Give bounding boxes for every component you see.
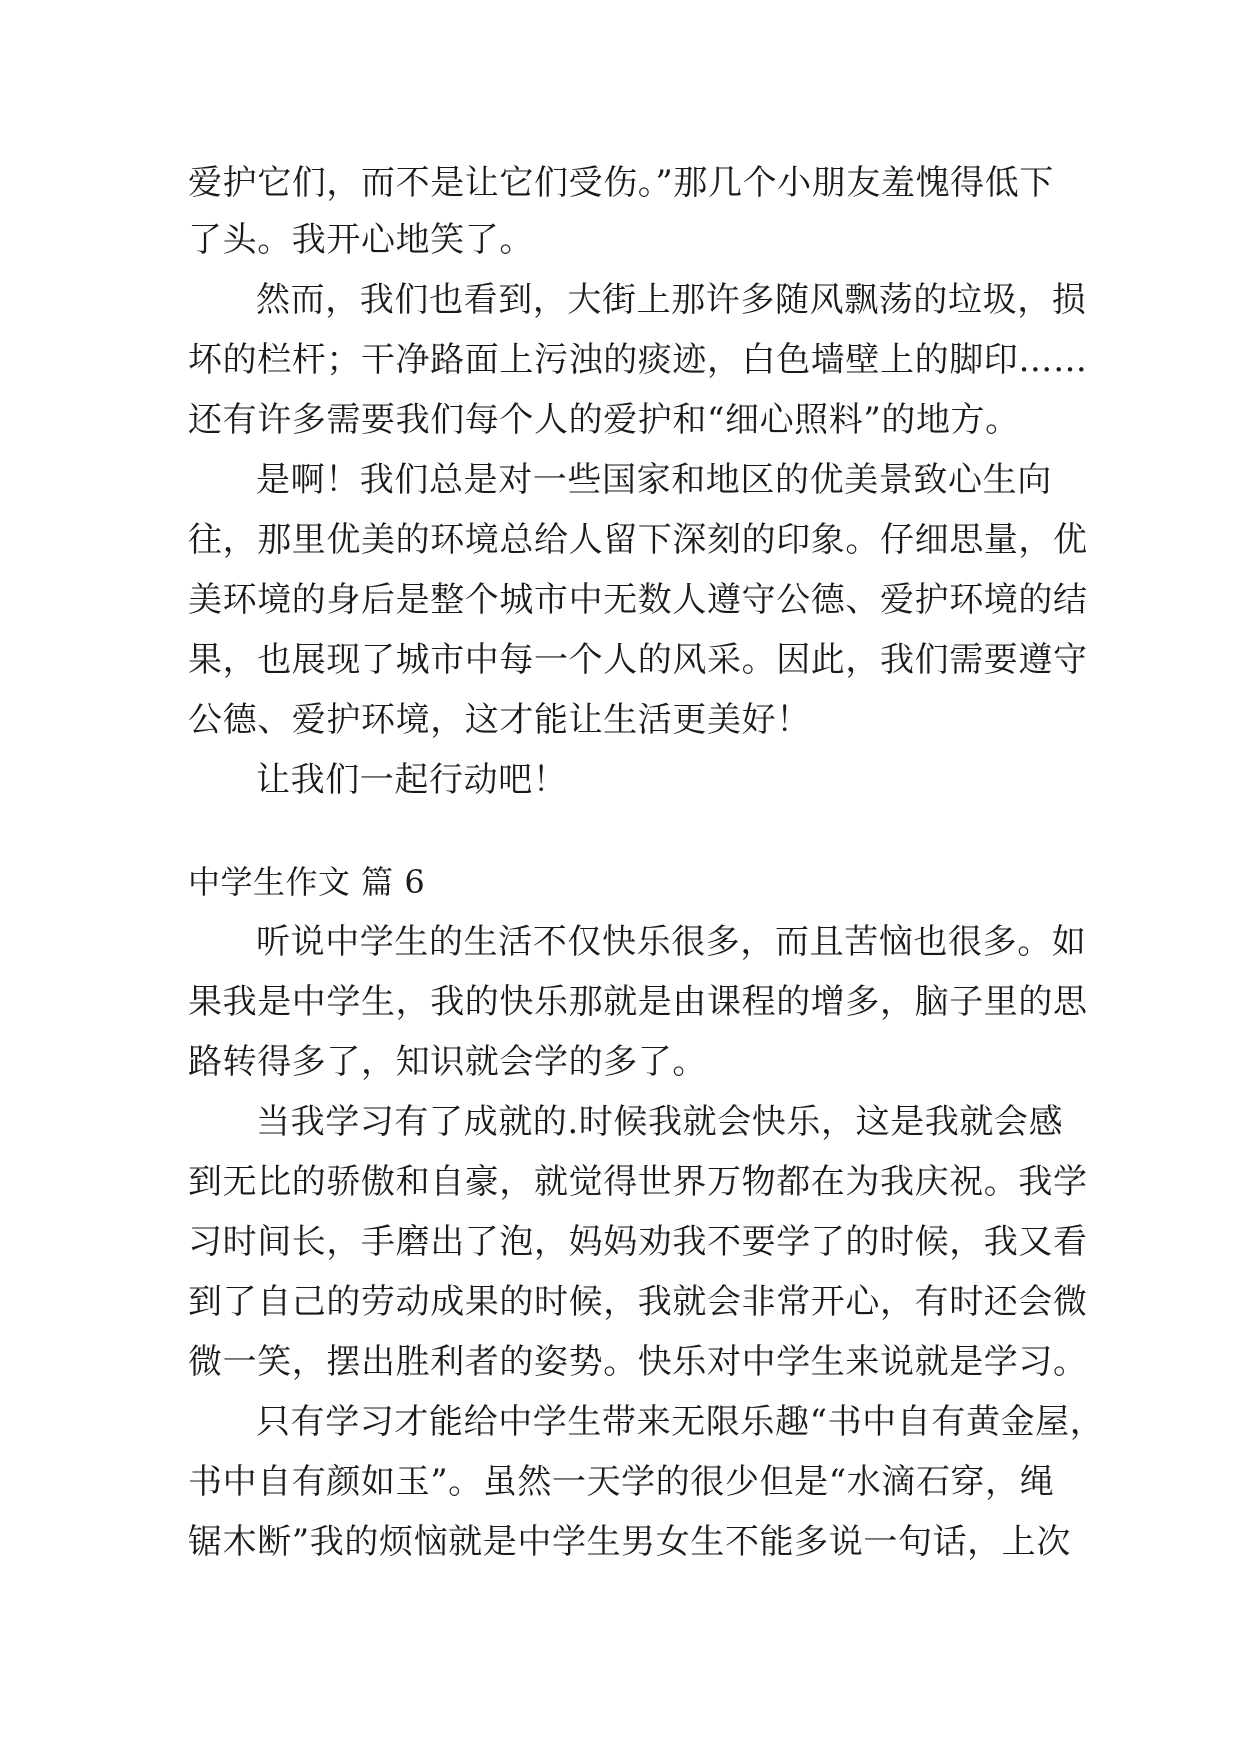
paragraph-line: 习时间长，手磨出了泡，妈妈劝我不要学了的时候，我又看 xyxy=(188,1222,1088,1262)
paragraph-line: 果，也展现了城市中每一个人的风采。因此，我们需要遵守 xyxy=(188,640,1088,680)
paragraph-line: 到了自己的劳动成果的时候，我就会非常开心，有时还会微 xyxy=(188,1282,1088,1322)
paragraph-line: 锯木断”我的烦恼就是中学生男女生不能多说一句话，上次 xyxy=(188,1522,1071,1562)
paragraph-line: 还有许多需要我们每个人的爱护和“细心照料”的地方。 xyxy=(188,400,1020,440)
paragraph-line: 美环境的身后是整个城市中无数人遵守公德、爱护环境的结 xyxy=(188,580,1088,620)
paragraph-line: 当我学习有了成就的.时候我就会快乐，这是我就会感 xyxy=(256,1102,1064,1142)
paragraph-line: 然而，我们也看到，大街上那许多随风飘荡的垃圾，损 xyxy=(256,280,1087,320)
paragraph-line: 往，那里优美的环境总给人留下深刻的印象。仔细思量，优 xyxy=(188,520,1088,560)
paragraph-line: 果我是中学生，我的快乐那就是由课程的增多，脑子里的思 xyxy=(188,982,1088,1022)
paragraph-line: 书中自有颜如玉”。虽然一天学的很少但是“水滴石穿，绳 xyxy=(188,1462,1055,1502)
paragraph-line: 让我们一起行动吧！ xyxy=(256,760,568,800)
paragraph-line: 是啊！我们总是对一些国家和地区的优美景致心生向 xyxy=(256,460,1052,500)
paragraph-line: 爱护它们，而不是让它们受伤。”那几个小朋友羞愧得低下 xyxy=(188,163,1054,203)
paragraph-line: 听说中学生的生活不仅快乐很多，而且苦恼也很多。如 xyxy=(256,922,1087,962)
paragraph-line: 到无比的骄傲和自豪，就觉得世界万物都在为我庆祝。我学 xyxy=(188,1162,1088,1202)
section-heading: 中学生作文 篇 6 xyxy=(188,863,426,901)
paragraph-line: 公德、爱护环境，这才能让生活更美好！ xyxy=(188,700,811,740)
paragraph-line: 路转得多了，知识就会学的多了。 xyxy=(188,1042,707,1082)
paragraph-line: 了头。我开心地笑了。 xyxy=(188,220,534,260)
paragraph-line: 只有学习才能给中学生带来无限乐趣“书中自有黄金屋， xyxy=(256,1402,1105,1442)
paragraph-line: 坏的栏杆；干净路面上污浊的痰迹，白色墙壁上的脚印…… xyxy=(188,340,1088,380)
paragraph-line: 微一笑，摆出胜利者的姿势。快乐对中学生来说就是学习。 xyxy=(188,1342,1088,1382)
